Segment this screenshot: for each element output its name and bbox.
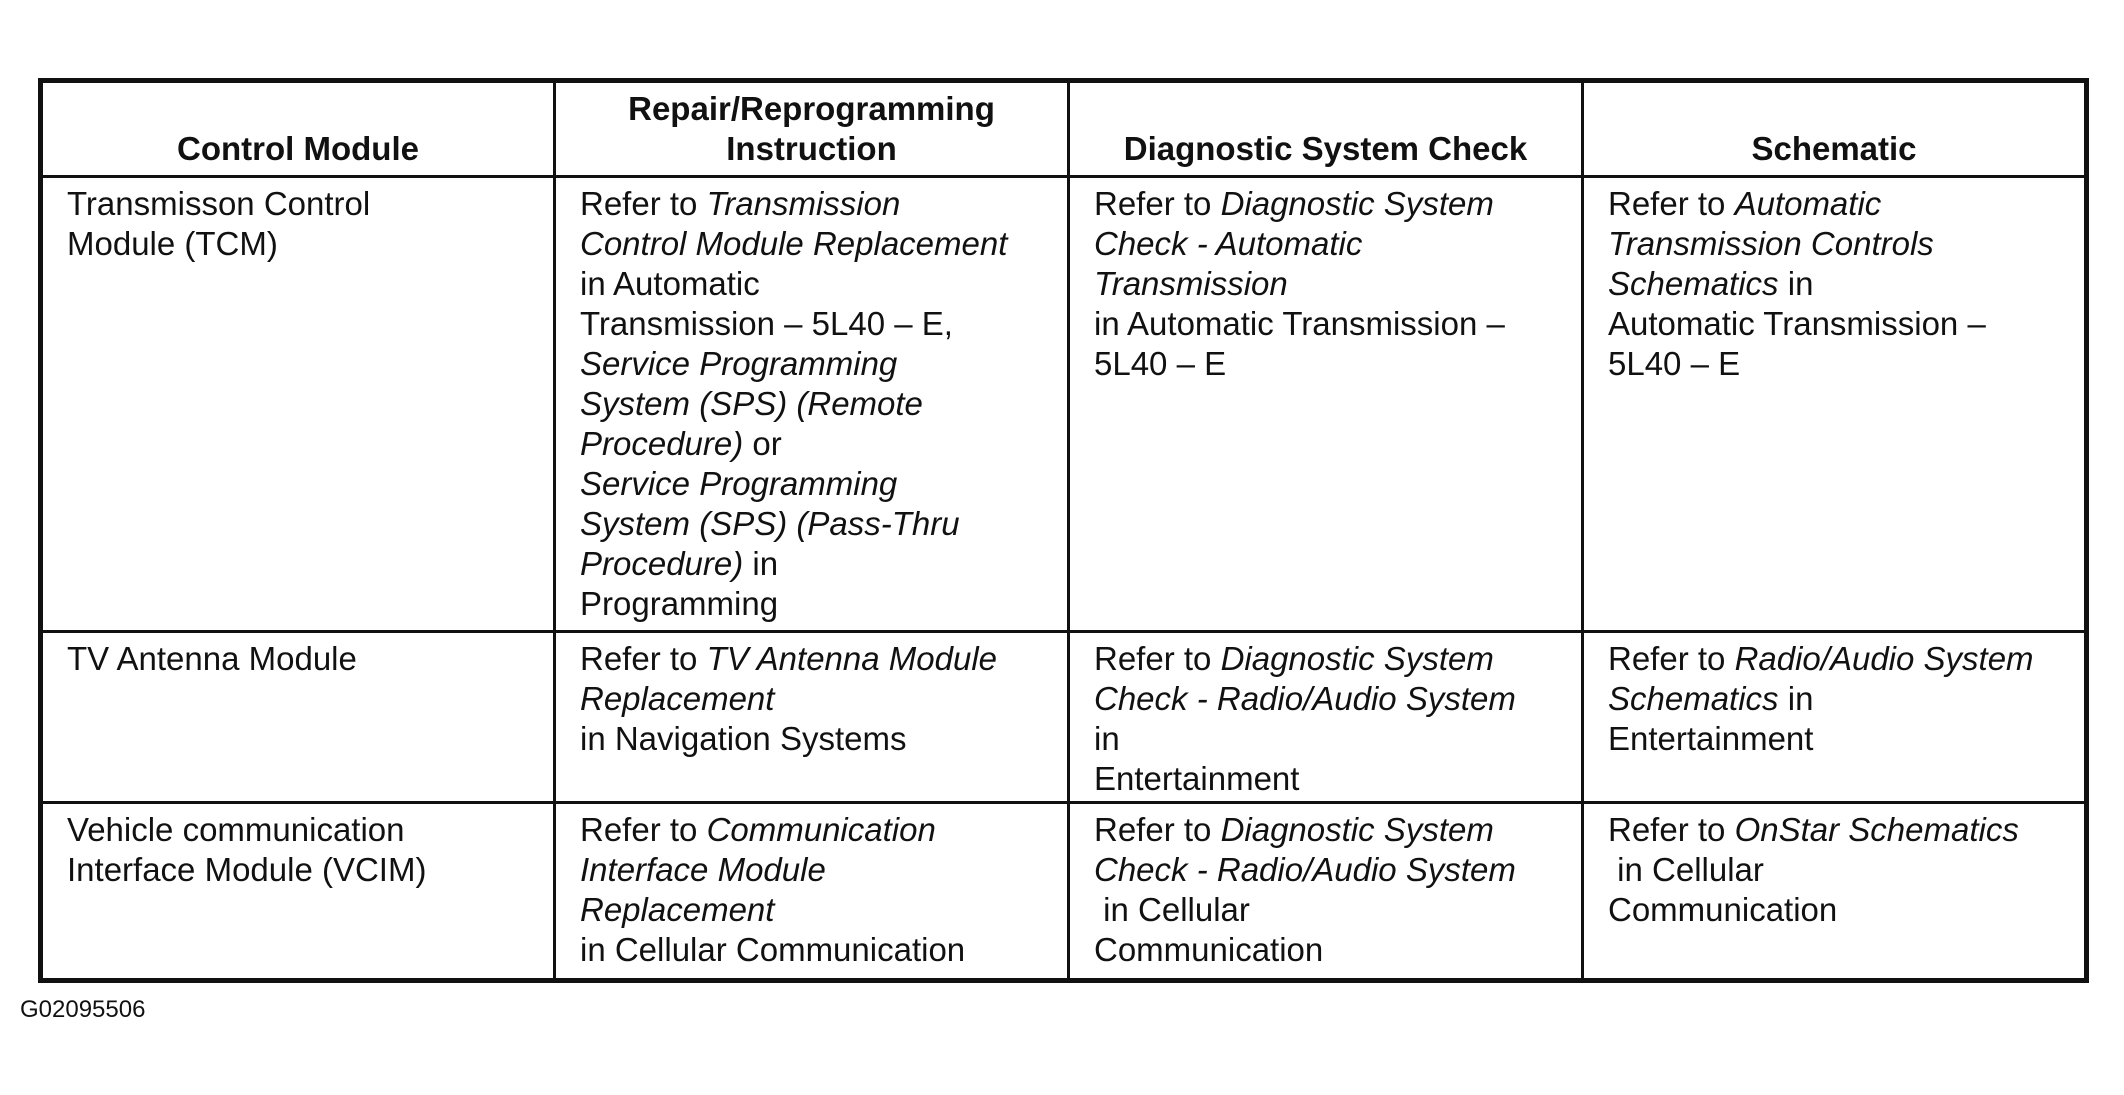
cell-text-line (1608, 890, 2070, 930)
cell-text-line (1094, 639, 1567, 679)
cell-text-line (580, 544, 1053, 584)
reference-title: Automatic (1734, 185, 1882, 222)
reference-title: Transmission Controls (1608, 225, 1934, 262)
reference-title: Check - Automatic (1094, 225, 1363, 262)
cell-text-line (1094, 850, 1567, 890)
reference-title: Service Programming (580, 465, 898, 502)
cell-text-line (1608, 224, 2070, 264)
cell-text: in Automatic (580, 265, 760, 302)
cell-text: Refer to (1094, 185, 1221, 222)
reference-title: Procedure) (580, 545, 744, 582)
reference-title: OnStar Schematics (1734, 811, 2019, 848)
cell-text-line (580, 464, 1053, 504)
reference-title: Diagnostic System (1220, 185, 1494, 222)
cell-text-line (580, 304, 1053, 344)
cell-text-line (1608, 810, 2070, 850)
cell-text: Refer to (580, 640, 707, 677)
cell-text-line (580, 930, 1053, 970)
cell-text-line (580, 264, 1053, 304)
cell-text: in Cellular Communication (580, 931, 966, 968)
cell-text-line (1094, 719, 1567, 759)
table-header-row (41, 81, 2087, 177)
cell-schematic (1583, 632, 2087, 803)
cell-text-line (580, 224, 1053, 264)
cell-module: Transmisson Control Module (TCM) (41, 177, 555, 632)
cell-module: Vehicle communication Interface Module (VCIM) (41, 803, 555, 981)
cell-text: or (743, 425, 782, 462)
cell-text-line (1608, 264, 2070, 304)
reference-title: Diagnostic System (1220, 811, 1494, 848)
cell-text-line (580, 639, 1053, 679)
cell-text-line (1608, 304, 2070, 344)
module-reference-table (38, 78, 2089, 983)
cell-text-line (1094, 679, 1567, 719)
reference-title: Communication (706, 811, 936, 848)
cell-text: Automatic Transmission – (1608, 305, 1986, 342)
reference-title: Radio/Audio System (1734, 640, 2034, 677)
cell-text: Refer to (1608, 640, 1735, 677)
cell-text: Refer to (1608, 811, 1735, 848)
header-schematic: Schematic (1583, 81, 2087, 177)
cell-text-line (1094, 810, 1567, 850)
cell-repair (555, 177, 1069, 632)
cell-text: in (743, 545, 779, 582)
cell-text-line (1608, 184, 2070, 224)
cell-text: Refer to (1094, 811, 1221, 848)
cell-text-line (1608, 850, 2070, 890)
reference-title: Check - Radio/Audio System (1094, 851, 1516, 888)
cell-text: in (1778, 265, 1814, 302)
cell-text-line (1094, 759, 1567, 799)
cell-text-line (580, 890, 1053, 930)
reference-title: System (SPS) (Remote (580, 385, 923, 422)
cell-text: Programming (580, 585, 779, 622)
table-row (41, 632, 2087, 803)
reference-title: Service Programming (580, 345, 898, 382)
cell-text: Refer to (580, 811, 707, 848)
reference-title: Procedure) (580, 425, 744, 462)
cell-repair (555, 803, 1069, 981)
reference-title: Schematics (1608, 265, 1779, 302)
cell-text: in (1094, 720, 1120, 757)
cell-text: Refer to (1608, 185, 1735, 222)
cell-text-line (1608, 719, 2070, 759)
reference-title: Replacement (580, 680, 775, 717)
header-control-module: Control Module (41, 81, 555, 177)
cell-text-line (1094, 184, 1567, 224)
cell-text-line (580, 719, 1053, 759)
cell-text: Refer to (580, 185, 707, 222)
cell-text-line (1608, 639, 2070, 679)
cell-text-line (580, 679, 1053, 719)
figure-id: G02095506 (20, 996, 146, 1023)
cell-text: 5L40 – E (1094, 345, 1227, 382)
reference-title: Control Module Replacement (580, 225, 1008, 262)
cell-text-line (1608, 679, 2070, 719)
cell-text-line (1094, 264, 1567, 304)
cell-text: Communication (1608, 891, 1838, 928)
cell-diagnostic (1069, 177, 1583, 632)
cell-text: Entertainment (1608, 720, 1814, 757)
cell-text-line (580, 584, 1053, 624)
cell-text-line (1094, 344, 1567, 384)
reference-title: Check - Radio/Audio System (1094, 680, 1516, 717)
header-repair-instruction: Repair/Reprogramming Instruction (555, 81, 1069, 177)
cell-text-line (580, 810, 1053, 850)
table-row (41, 177, 2087, 632)
cell-text-line (580, 850, 1053, 890)
table-row (41, 803, 2087, 981)
cell-diagnostic (1069, 632, 1583, 803)
cell-repair (555, 632, 1069, 803)
cell-schematic (1583, 803, 2087, 981)
cell-text-line (580, 184, 1053, 224)
cell-text-line (580, 424, 1053, 464)
cell-text: 5L40 – E (1608, 345, 1741, 382)
cell-text: Communication (1094, 931, 1324, 968)
cell-text-line (1094, 304, 1567, 344)
cell-text: in Cellular (1608, 851, 1764, 888)
cell-text-line (580, 344, 1053, 384)
reference-title: Replacement (580, 891, 775, 928)
reference-title: TV Antenna Module (706, 640, 998, 677)
reference-title: System (SPS) (Pass-Thru (580, 505, 960, 542)
cell-text-line (580, 504, 1053, 544)
cell-text-line (580, 384, 1053, 424)
cell-text: in (1778, 680, 1814, 717)
cell-text: in Automatic Transmission – (1094, 305, 1505, 342)
cell-text-line (1094, 224, 1567, 264)
cell-text: Refer to (1094, 640, 1221, 677)
reference-title: Schematics (1608, 680, 1779, 717)
cell-text: Transmission – 5L40 – E, (580, 305, 953, 342)
reference-title: Transmission (1094, 265, 1288, 302)
cell-text: in Navigation Systems (580, 720, 907, 757)
cell-text-line (1608, 344, 2070, 384)
header-diagnostic-system-check: Diagnostic System Check (1069, 81, 1583, 177)
cell-text: Entertainment (1094, 760, 1300, 797)
reference-title: Interface Module (580, 851, 826, 888)
cell-diagnostic (1069, 803, 1583, 981)
reference-title: Diagnostic System (1220, 640, 1494, 677)
reference-title: Transmission (706, 185, 901, 222)
cell-text-line (1094, 930, 1567, 970)
cell-schematic (1583, 177, 2087, 632)
cell-module: TV Antenna Module (41, 632, 555, 803)
cell-text-line (1094, 890, 1567, 930)
cell-text: in Cellular (1094, 891, 1250, 928)
